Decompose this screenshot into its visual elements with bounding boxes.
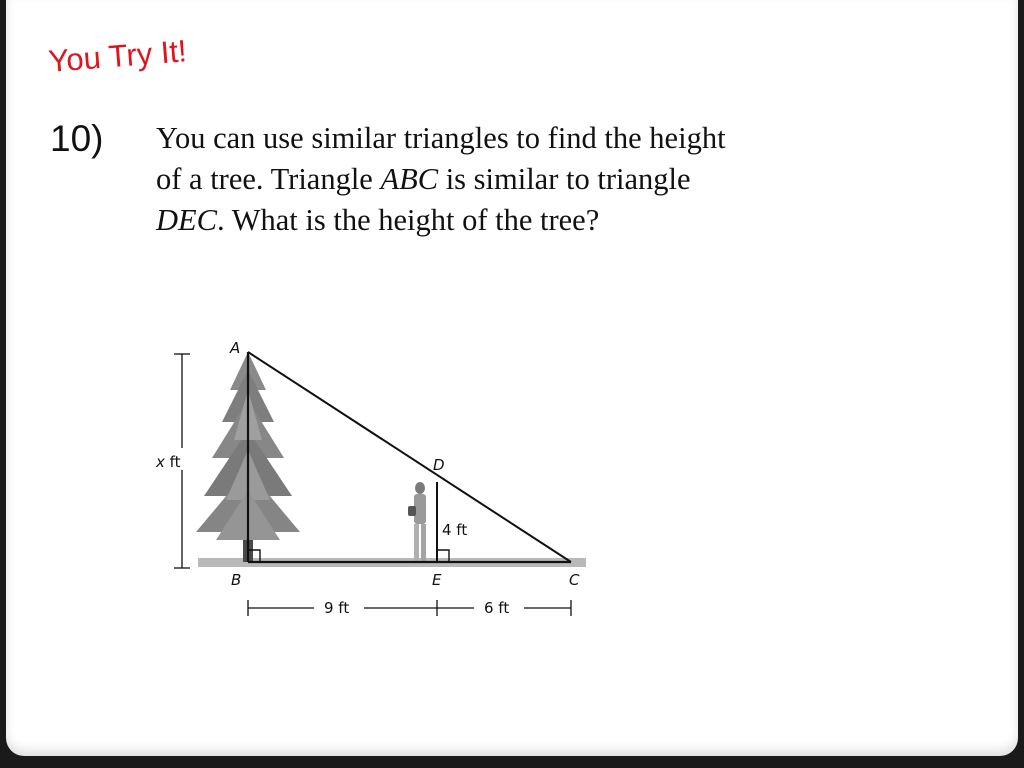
slide [6,0,1018,756]
base-dimension [248,600,571,616]
be-length-label: 9 ft [324,599,350,617]
triangle-diagram [146,330,606,630]
question-text [156,118,756,241]
triangle-dec-label: DEC [156,203,217,237]
height-label: x ft [156,453,181,471]
similar-triangles-figure [146,330,606,630]
vertex-d-label: D [433,456,445,474]
vertex-e-label: E [432,571,442,589]
triangle-abc-label: ABC [380,162,439,196]
person-icon [408,482,426,562]
vertex-c-label: C [569,571,580,589]
person-height-label: 4 ft [442,521,468,539]
question-part-2: is similar to triangle [438,162,691,196]
question-part-3: . What is the height of the tree? [217,203,600,237]
question-part-1: You can use similar triangles to find the height of a tree. Triangle [156,121,726,196]
ec-length-label: 6 ft [484,599,510,617]
question-number: 10) [50,118,104,159]
vertex-b-label: B [231,571,242,589]
slide-heading: You Try It! [47,33,188,80]
vertex-a-label: A [230,339,241,357]
